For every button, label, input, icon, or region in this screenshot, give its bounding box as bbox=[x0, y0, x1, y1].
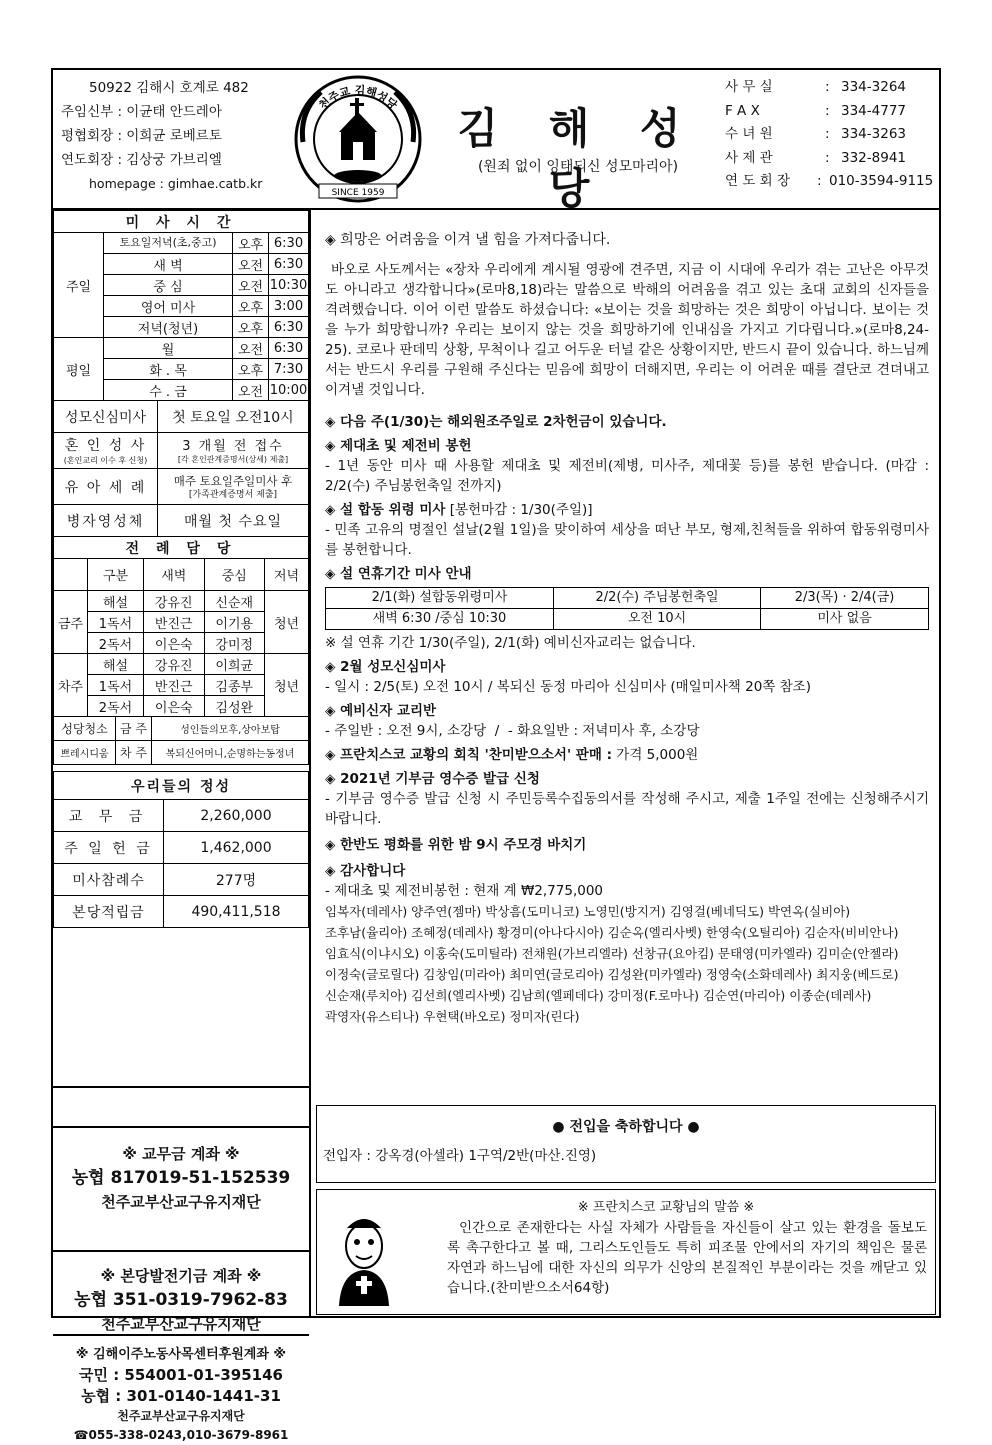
account-title: ※ 본당발전기금 계좌 ※ bbox=[100, 1267, 262, 1285]
week-label: 차주 bbox=[54, 654, 88, 717]
notice-thanks-title: ◈ 감사합니다 bbox=[325, 863, 406, 879]
mass-name: 수 . 금 bbox=[104, 380, 233, 401]
mass-name: 토요일저녁(초,중고) bbox=[104, 233, 233, 254]
mass-ampm: 오후 bbox=[233, 359, 269, 380]
mass-name: 화 . 목 bbox=[104, 359, 233, 380]
account-title: ※ 교무금 계좌 ※ bbox=[122, 1145, 240, 1163]
mass-time: 6:30 bbox=[269, 233, 309, 254]
notice-receipt-title: ◈ 2021년 기부금 영수증 발급 신청 bbox=[325, 771, 540, 787]
holiday-mass-table bbox=[325, 587, 929, 630]
sacrament-table bbox=[53, 400, 309, 537]
notice-marian-body: - 일시 : 2/5(토) 오전 10시 / 복되신 동정 마리아 신심미사 (매일미사책 20쪽 참조) bbox=[325, 679, 811, 695]
seal-text: 천주교 김해성당 bbox=[316, 83, 400, 112]
duty-table bbox=[53, 716, 309, 765]
offering-label: 본당적립금 bbox=[54, 896, 164, 928]
notice-aid-sunday: ◈ 다음 주(1/30)는 해외원조주일로 2차헌금이 있습니다. bbox=[325, 414, 667, 430]
duty-group: 복되신어머니,순명하는동정녀 bbox=[152, 741, 309, 765]
pope-message: 인간으로 존재한다는 사실 자체가 사람들을 자신들이 살고 있는 환경을 돌보도록 촉구한다고 볼 때, 그리스도인들도 특히 피조물 안에서의 자기의 책임은 물론 자연과 하느님에 대한 자신의 의무가 신앙의 본질적인 부분이라는 것을 깨닫고 있습니다.(찬미받으소서64항) bbox=[447, 1220, 927, 1296]
offering-label: 주 일 헌 금 bbox=[54, 832, 164, 864]
notice-catechumen-body: - 주일반 : 오전 9시, 소강당 / - 화요일반 : 저녁미사 후, 소강당 bbox=[325, 723, 700, 739]
donor-list bbox=[325, 901, 929, 1027]
sacrament-note: [각 혼인관계증명서(상세) 제출] bbox=[177, 455, 289, 464]
duty-week: 금 주 bbox=[116, 717, 152, 741]
notices bbox=[315, 210, 939, 1080]
pope-portrait-icon bbox=[329, 1206, 399, 1306]
sacrament-value: 매주 토요일주일미사 후 bbox=[173, 473, 293, 488]
mass-title: 미 사 시 간 bbox=[54, 211, 309, 233]
sacrament-value: 3 개월 전 접수 bbox=[182, 439, 284, 454]
notice-hope-title: ◈ 희망은 어려움을 이겨 낼 힘을 가져다줍니다. bbox=[325, 232, 611, 248]
notice-holiday-note: ※ 설 연휴 기간 1/30(주일), 2/1(화) 예비신자교리는 없습니다. bbox=[325, 635, 696, 651]
account-org: 천주교부산교구유지재단 bbox=[117, 1409, 245, 1423]
mass-name: 새 벽 bbox=[104, 254, 233, 275]
mass-time: 3:00 bbox=[269, 296, 309, 317]
donor-line: 임복자(데레사) 양주연(젬마) 박상흠(도미니코) 노영민(방지거) 김영걸(베네딕도) 박연옥(실비아) bbox=[325, 904, 851, 919]
duty-label: 쁘레시디움 bbox=[54, 741, 116, 765]
header bbox=[53, 70, 939, 213]
sacrament-label: 유 아 세 례 bbox=[54, 469, 158, 505]
header-info-left bbox=[61, 76, 281, 196]
mass-time: 6:30 bbox=[269, 338, 309, 359]
account-org: 천주교부산교구유지재단 bbox=[101, 1193, 261, 1211]
offering-value: 2,260,000 bbox=[164, 800, 309, 832]
sacrament-value: 첫 토요일 오전10시 bbox=[158, 401, 309, 433]
mass-name: 중 심 bbox=[104, 275, 233, 296]
donor-line: 신순재(루치아) 김선희(엘리사벳) 김남희(엘페데다) 강미정(F.로마나) 김순연(마리아) 이종순(데레사) bbox=[325, 988, 872, 1003]
offering-label: 미사참례수 bbox=[54, 864, 164, 896]
person: 김종부 bbox=[204, 675, 265, 696]
liturgy-header: 새벽 bbox=[144, 559, 205, 591]
sacrament-label: 혼 인 성 사 bbox=[64, 437, 147, 454]
role: 해설 bbox=[88, 654, 144, 675]
notice-hope-body: 바오로 사도께서는 «장차 우리에게 계시될 영광에 견주면, 지금 이 시대에 우리가 겪는 고난은 아무것도 아니라고 생각합니다»(로마8,18)라는 말씀으로 박해의 어려움을 겪고 있는 초대 교회의 신자들을 격려했습니다. 이어 이런 말씀도 하셨습니다: «보이는 것을 희망하는 것은 희망이 아닙니다. 보이는 것을 누가 희망합니까? 우리는 보이지 않는 것을 희망하기에 인내심을 가지고 기다립니다.»(로마8,24-25). 코로나 판데믹 상황, 무척이나 길고 어두운 터널 같은 상황이지만, 반드시 끝이 있습니다. 하느님께서는 반드시 우리를 구원해 주신다는 믿음에 희망이 더해지면, 우리는 이 어려운 때를 결단코 견뎌내고 이겨낼 것입니다. bbox=[325, 262, 929, 398]
person: 반진근 bbox=[144, 612, 205, 633]
notice-marian-title: ◈ 2월 성모신심미사 bbox=[325, 659, 446, 675]
weekday-label: 평일 bbox=[54, 338, 104, 401]
holiday-cell: 미사 없음 bbox=[761, 609, 929, 630]
sunday-label: 주일 bbox=[54, 233, 104, 338]
notice-thanks-body: - 제대초 및 제전비봉헌 : 현재 계 ₩2,775,000 bbox=[325, 883, 604, 899]
parish-seal-icon bbox=[291, 72, 425, 206]
sacrament-note: (혼인교리 이수 후 신청) bbox=[63, 455, 148, 465]
offering-title: 우리들의 정성 bbox=[54, 772, 309, 800]
notice-laudato-title: ◈ 프란치스코 교황의 회칙 '찬미받으소서' 판매 : bbox=[325, 747, 612, 763]
account-number: 농협 : 301-0140-1441-31 bbox=[81, 1387, 281, 1405]
liturgy-header: 구분 bbox=[88, 559, 144, 591]
sacrament-label: 병자영성체 bbox=[54, 505, 158, 537]
contact-row: F A X : 334-4777 bbox=[725, 102, 906, 119]
pastor: 주임신부 : 이균태 안드레아 bbox=[61, 104, 222, 120]
liturgy-table bbox=[53, 536, 309, 717]
council-president: 평협회장 : 이희균 로베르토 bbox=[61, 128, 222, 144]
account-phone: ☎055-338-0243,010-3679-8961 bbox=[73, 1428, 289, 1442]
donor-line: 임효식(이냐시오) 이홍숙(도미틸라) 전채원(가브리엘라) 선창규(요아킴) 문태영(미카엘라) 김미순(안젤라) bbox=[325, 946, 899, 961]
offering-value: 277명 bbox=[164, 864, 309, 896]
contact-row: 사 제 관 : 332-8941 bbox=[725, 149, 906, 166]
mass-schedule-table bbox=[53, 210, 309, 401]
move-in-title: ● 전입을 축하합니다 ● bbox=[552, 1119, 700, 1135]
holiday-cell: 2/2(수) 주님봉헌축일 bbox=[554, 588, 761, 609]
mass-ampm: 오후 bbox=[233, 233, 269, 254]
role: 1독서 bbox=[88, 612, 144, 633]
duty-group: 성인들의모후,상아보탑 bbox=[152, 717, 309, 741]
evening-group: 청년 bbox=[265, 591, 309, 654]
offering-value: 490,411,518 bbox=[164, 896, 309, 928]
notice-memorial-title: ◈ 설 합동 위령 미사 bbox=[325, 502, 446, 518]
holiday-cell: 2/3(목) · 2/4(금) bbox=[761, 588, 929, 609]
account-org: 천주교부산교구유지재단 bbox=[101, 1315, 261, 1333]
sacrament-value: 매월 첫 수요일 bbox=[158, 505, 309, 537]
pope-message-box bbox=[316, 1189, 936, 1315]
duty-label: 성당청소 bbox=[54, 717, 116, 741]
person: 반진근 bbox=[144, 675, 205, 696]
notice-peace-prayer: ◈ 한반도 평화를 위한 밤 9시 주모경 바치기 bbox=[325, 837, 587, 853]
account-number: 농협 351-0319-7962-83 bbox=[74, 1290, 288, 1310]
person: 이은숙 bbox=[144, 696, 205, 717]
address: 50922 김해시 호계로 482 bbox=[89, 80, 249, 96]
notice-catechumen-title: ◈ 예비신자 교리반 bbox=[325, 703, 437, 719]
mass-ampm: 오전 bbox=[233, 275, 269, 296]
mass-name: 저녁(청년) bbox=[104, 317, 233, 338]
mass-time: 10:30 bbox=[269, 275, 309, 296]
person: 이기용 bbox=[204, 612, 265, 633]
sidebar bbox=[53, 210, 311, 1442]
donor-line: 이정숙(글로릴다) 김창임(미라아) 최미연(글로리아) 김성완(미카엘라) 정영숙(소화데레사) 최지웅(베드로) bbox=[325, 967, 899, 982]
yeondo-president: 연도회장 : 김상궁 가브리엘 bbox=[61, 152, 222, 168]
notice-laudato-price: 가격 5,000원 bbox=[616, 747, 699, 763]
seal-since: SINCE 1959 bbox=[331, 188, 385, 198]
week-label: 금주 bbox=[54, 591, 88, 654]
duty-week: 차 주 bbox=[116, 741, 152, 765]
offering-label: 교 무 금 bbox=[54, 800, 164, 832]
mass-ampm: 오전 bbox=[233, 338, 269, 359]
donor-line: 곽영자(유스티나) 우현택(바오로) 정미자(린다) bbox=[325, 1009, 580, 1024]
bulletin-frame bbox=[51, 68, 941, 1442]
notice-candles-body: - 1년 동안 미사 때 사용할 제대초 및 제전비(제병, 미사주, 제대꽃 등)를 봉헌 받습니다. (마감 : 2/2(수) 주님봉헌축일 전까지) bbox=[325, 458, 929, 494]
role: 2독서 bbox=[88, 696, 144, 717]
contact-row: 연 도 회 장 : 010-3594-9115 bbox=[725, 173, 934, 189]
person: 이은숙 bbox=[144, 633, 205, 654]
liturgy-title: 전 례 담 당 bbox=[54, 537, 309, 559]
notice-receipt-body: - 기부금 영수증 발급 신청 시 주민등록수집동의서를 작성해 주시고, 제출 1주일 전에는 신청해주시기 바랍니다. bbox=[325, 791, 929, 827]
mass-ampm: 오전 bbox=[233, 254, 269, 275]
mass-name: 영어 미사 bbox=[104, 296, 233, 317]
pope-title: ※ 프란치스코 교황님의 말씀 ※ bbox=[577, 1200, 755, 1215]
mass-ampm: 오전 bbox=[233, 380, 269, 401]
mass-name: 월 bbox=[104, 338, 233, 359]
donor-line: 조후남(율리아) 조혜정(데레사) 황경미(아나다시아) 김순옥(엘리사벳) 한영숙(오틸리아) 김순자(비비안나) bbox=[325, 925, 899, 940]
sacrament-label: 성모신심미사 bbox=[54, 401, 158, 433]
role: 2독서 bbox=[88, 633, 144, 654]
move-in-box bbox=[316, 1105, 936, 1183]
account-title: ※ 김해이주노동사목센터후원계좌 ※ bbox=[75, 1347, 287, 1362]
holiday-cell: 오전 10시 bbox=[554, 609, 761, 630]
contact-row: 수 녀 원 : 334-3263 bbox=[725, 126, 906, 142]
homepage: homepage : gimhae.catb.kr bbox=[89, 176, 263, 191]
person: 이희균 bbox=[204, 654, 265, 675]
role: 해설 bbox=[88, 591, 144, 612]
liturgy-header: 중심 bbox=[204, 559, 265, 591]
holiday-cell: 2/1(화) 설합동위령미사 bbox=[326, 588, 554, 609]
offering-table bbox=[53, 771, 309, 928]
person: 강미정 bbox=[204, 633, 265, 654]
parish-title: 김 해 성 당 bbox=[457, 104, 699, 213]
notice-memorial-deadline: [봉헌마감 : 1/30(주일)] bbox=[449, 502, 593, 518]
mass-time: 6:30 bbox=[269, 254, 309, 275]
contact-row: 사 무 실 : 334-3264 bbox=[725, 79, 906, 95]
notice-candles-title: ◈ 제대초 및 제전비 봉헌 bbox=[325, 438, 472, 454]
person: 강유진 bbox=[144, 654, 205, 675]
mass-ampm: 오후 bbox=[233, 317, 269, 338]
role: 1독서 bbox=[88, 675, 144, 696]
move-in-body: 전입자 : 강옥경(아셀라) 1구역/2반(마산.진영) bbox=[323, 1148, 597, 1164]
account-number: 농협 817019-51-152539 bbox=[71, 1168, 291, 1188]
mass-time: 6:30 bbox=[269, 317, 309, 338]
account-number: 국민 : 554001-01-395146 bbox=[79, 1366, 283, 1384]
mass-time: 7:30 bbox=[269, 359, 309, 380]
contact-list bbox=[725, 76, 937, 194]
liturgy-header: 저녁 bbox=[265, 559, 309, 591]
labor-account bbox=[53, 1334, 309, 1445]
person: 김성완 bbox=[204, 696, 265, 717]
mass-ampm: 오후 bbox=[233, 296, 269, 317]
offering-value: 1,462,000 bbox=[164, 832, 309, 864]
parish-subtitle: (원죄 없이 잉태되신 성모마리아) bbox=[477, 159, 679, 175]
sacrament-note: [가족관계증명서 제출] bbox=[188, 489, 278, 500]
person: 신순재 bbox=[204, 591, 265, 612]
mass-time: 10:00 bbox=[269, 380, 309, 401]
person: 강유진 bbox=[144, 591, 205, 612]
evening-group: 청년 bbox=[265, 654, 309, 717]
notice-memorial-body: - 민족 고유의 명절인 설날(2월 1일)을 맞이하여 세상을 떠난 부모, 형제,친척들을 위하여 합동위령미사를 봉헌합니다. bbox=[325, 522, 929, 558]
notice-holiday-title: ◈ 설 연휴기간 미사 안내 bbox=[325, 566, 472, 582]
holiday-cell: 새벽 6:30 /중심 10:30 bbox=[326, 609, 554, 630]
